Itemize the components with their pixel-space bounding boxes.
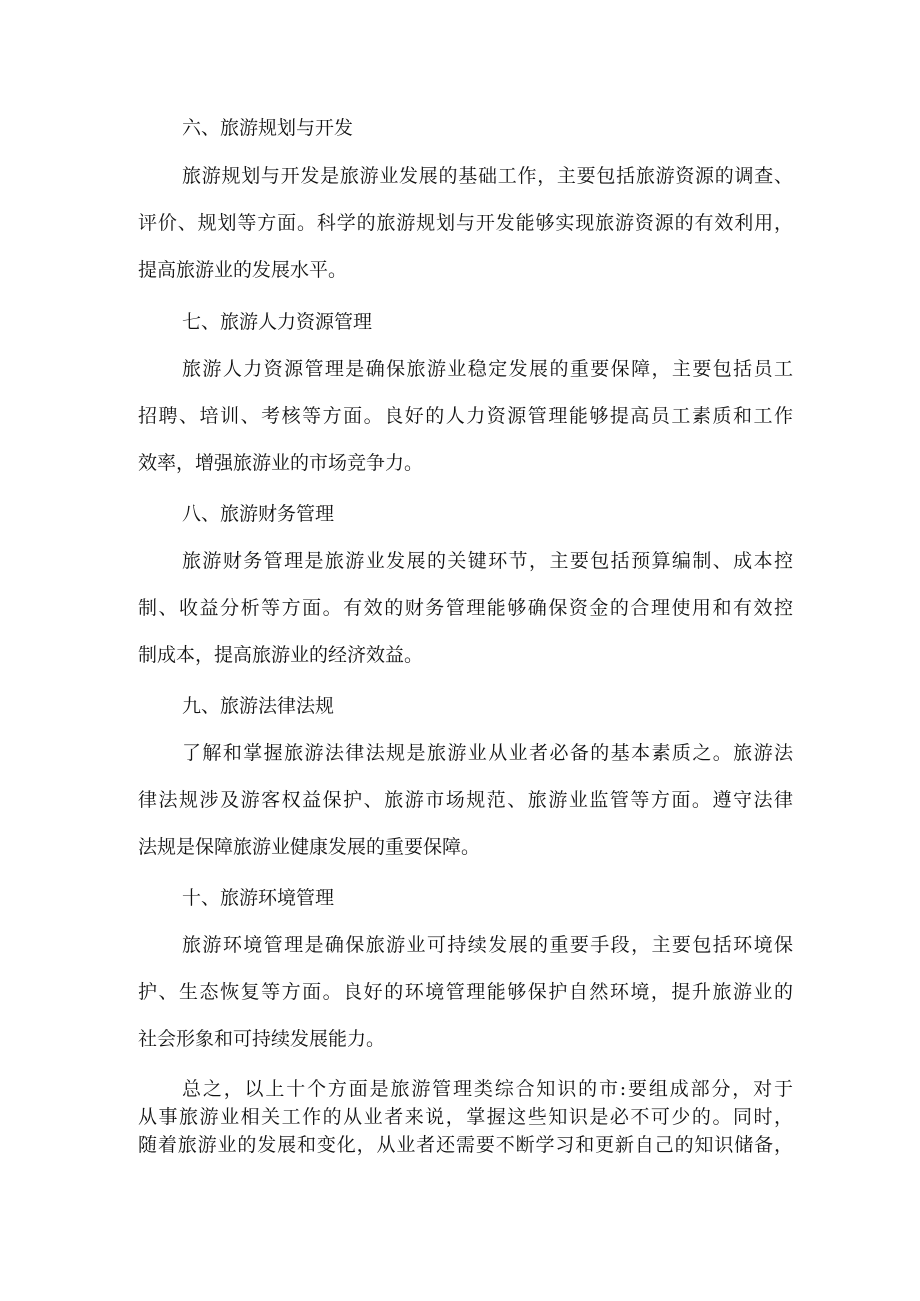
paragraph-line: 旅游财务管理是旅游业发展的关键环节，主要包括预算编制、成本控: [182, 550, 793, 572]
section-heading: 九、旅游法律法规: [182, 695, 335, 717]
summary-line: 从事旅游业相关工作的从业者来说，掌握这些知识是必不可少的。同时，: [138, 1106, 793, 1128]
summary-line: 随着旅游业的发展和变化，从业者还需要不断学习和更新自己的知识储备，: [138, 1134, 793, 1156]
section-heading: 六、旅游规划与开发: [182, 117, 354, 139]
paragraph-line: 效率，增强旅游业的市场竞争力。: [138, 452, 424, 474]
summary-line: 总之，以上十个方面是旅游管理类综合知识的市:要组成部分，对于: [182, 1078, 793, 1100]
paragraph-line: 护、生态恢复等方面。良好的环境管理能够保护自然环境，提升旅游业的: [138, 981, 793, 1003]
paragraph-line: 招聘、培训、考核等方面。良好的人力资源管理能够提高员工素质和工作: [138, 405, 793, 427]
paragraph-line: 律法规涉及游客权益保护、旅游市场规范、旅游业监管等方面。遵守法律: [138, 789, 793, 811]
paragraph-line: 旅游环境管理是确保旅游业可持续发展的重要手段，主要包括环境保: [182, 934, 793, 956]
section-heading: 七、旅游人力资源管理: [182, 311, 373, 333]
paragraph-line: 制、收益分析等方面。有效的财务管理能够确保资金的合理使用和有效控: [138, 597, 793, 619]
paragraph-line: 法规是保障旅游业健康发展的重要保障。: [138, 836, 481, 858]
paragraph-line: 制成本，提高旅游业的经济效益。: [138, 644, 424, 666]
paragraph-line: 提高旅游业的发展水平。: [138, 259, 348, 281]
section-heading: 八、旅游财务管理: [182, 503, 335, 525]
paragraph-line: 旅游人力资源管理是确保旅游业稳定发展的重要保障，主要包括员工: [182, 358, 793, 380]
section-heading: 十、旅游环境管理: [182, 887, 335, 909]
paragraph-line: 评价、规划等方面。科学的旅游规划与开发能够实现旅游资源的有效利用，: [138, 212, 793, 234]
paragraph-line: 旅游规划与开发是旅游业发展的基础工作，主要包括旅游资源的调查、: [182, 165, 793, 187]
paragraph-line: 了解和掌握旅游法律法规是旅游业从业者必备的基本素质之。旅游法: [182, 742, 793, 764]
paragraph-line: 社会形象和可持续发展能力。: [138, 1028, 386, 1050]
